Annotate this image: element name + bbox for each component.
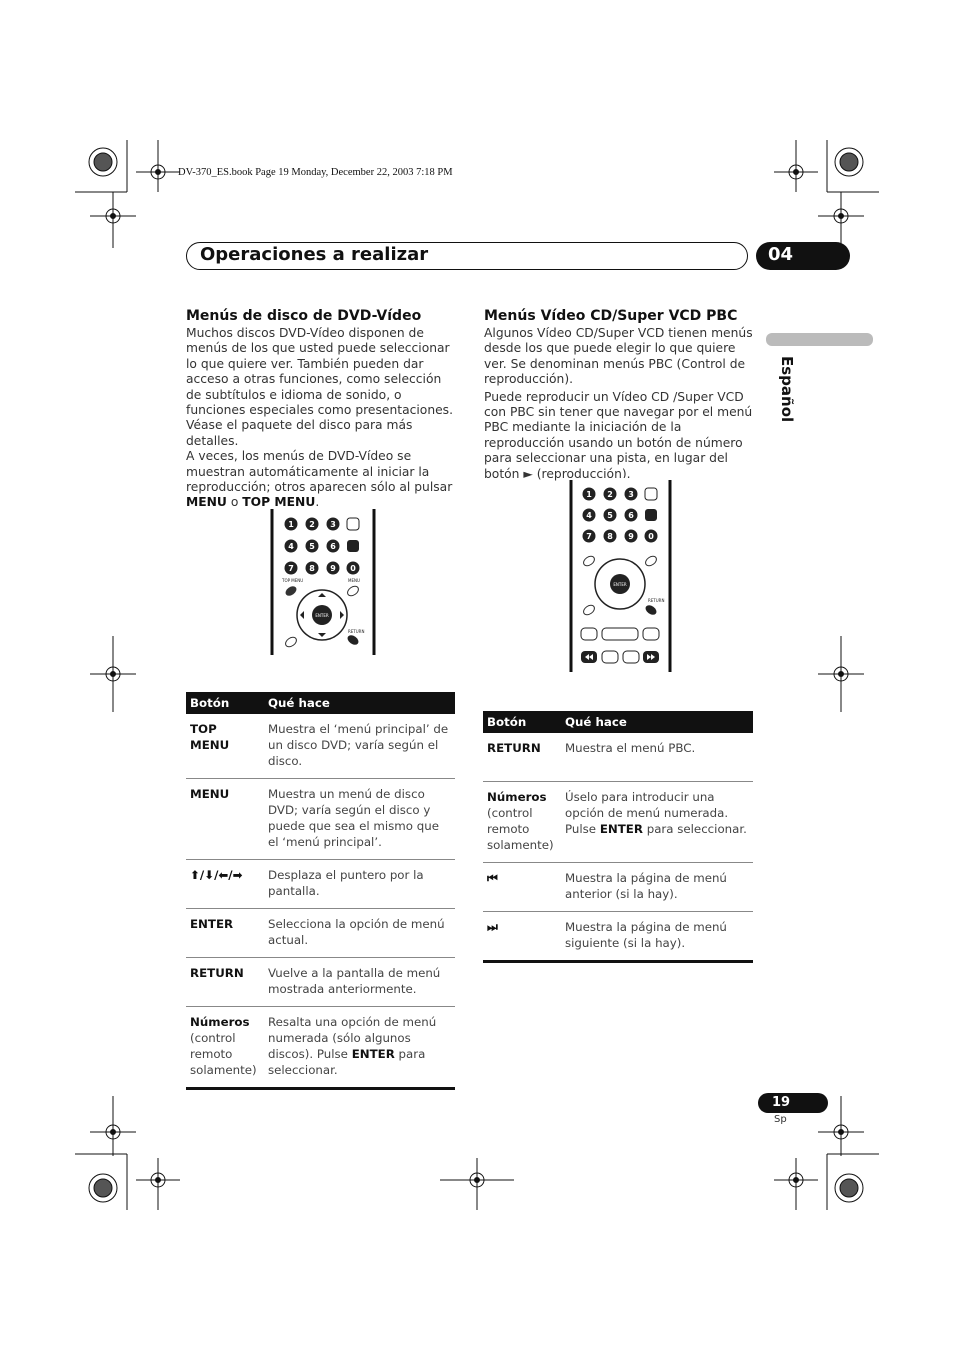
previous-icon: ⏮	[483, 863, 561, 912]
table-row: TOP MENU Muestra el ‘menú principal’ de un disco DVD; varía según el disco.	[186, 714, 455, 779]
right-column	[484, 308, 760, 482]
top-menu-label: TOP MENU	[282, 578, 304, 583]
left-button-table	[186, 692, 455, 1090]
digit-7-label: 7	[288, 564, 294, 573]
table-row: RETURN Muestra el menú PBC.	[483, 733, 753, 782]
section-title: Operaciones a realizar	[200, 244, 429, 265]
table-row: RETURN Vuelve a la pantalla de menú mostrada anteriormente.	[186, 958, 455, 1007]
table-row: ⏮ Muestra la página de menú anterior (si la hay).	[483, 863, 753, 912]
digit-2-label: 2	[309, 520, 315, 529]
table-row: Números (control remoto solamente) Úselo para introducir una opción de menú numerada. Pulse ENTER para seleccionar.	[483, 782, 753, 863]
right-button-table	[483, 711, 753, 963]
digit-3-label: 3	[628, 490, 634, 499]
return-label: RETURN	[348, 629, 365, 634]
digit-1-label: 1	[288, 520, 294, 529]
table-row: ENTER Selecciona la opción de menú actual.	[186, 909, 455, 958]
right-para-2: Puede reproducir un Vídeo CD /Super VCD con PBC sin tener que navegar por el menú PBC mediante la iniciación de la reproducción usando un botón de número para seleccionar una pista, en lugar del botón ► (reproducción).	[484, 389, 753, 481]
left-para-1: Muchos discos DVD-Vídeo disponen de menús de los que usted puede seleccionar lo que quiere ver. También pueden dar acceso a otras funciones, como selección de subtítulos e idioma de sonido, o funciones especiales como presentaciones. Véase el paquete del disco para más detalles.	[186, 326, 453, 448]
page-suffix: Sp	[774, 1114, 787, 1125]
table-row: ⬆/⬇/⬅/➡ Desplaza el puntero por la pantalla.	[186, 860, 455, 909]
digit-0-label: 0	[648, 532, 654, 541]
table-header-function: Qué hace	[561, 711, 753, 733]
digit-7-label: 7	[586, 532, 592, 541]
right-para-1: Algunos Vídeo CD/Super VCD tienen menús desde los que puede elegir lo que quiere ver. Se denominan menús PBC (Control de reproducción).	[484, 326, 753, 387]
table-header-button: Botón	[483, 711, 561, 733]
digit-5-label: 5	[309, 542, 315, 551]
enter-label: ENTER	[613, 582, 627, 587]
digit-9-label: 9	[330, 564, 336, 573]
left-column	[186, 308, 458, 511]
chapter-number: 04	[768, 244, 794, 265]
digit-2-label: 2	[607, 490, 613, 499]
remote-illustration-vcd	[568, 478, 674, 674]
digit-8-label: 8	[607, 532, 613, 541]
book-info-line: DV-370_ES.book Page 19 Monday, December 22, 2003 7:18 PM	[178, 167, 453, 178]
digit-5-label: 5	[607, 511, 613, 520]
language-tab	[766, 333, 873, 346]
left-heading: Menús de disco de DVD-Vídeo	[186, 308, 422, 324]
remote-illustration-dvd	[268, 507, 378, 657]
digit-8-label: 8	[309, 564, 315, 573]
digit-1-label: 1	[586, 490, 592, 499]
left-para-2: A veces, los menús de DVD-Vídeo se muestran automáticamente al iniciar la reproducción; otros aparecen sólo al pulsar MENU o TOP MENU.	[186, 449, 453, 510]
digit-6-label: 6	[330, 542, 336, 551]
table-row: Números (control remoto solamente) Resalta una opción de menú numerada (sólo algunos discos). Pulse ENTER para seleccionar.	[186, 1007, 455, 1089]
digit-9-label: 9	[628, 532, 634, 541]
next-icon: ⏭	[483, 912, 561, 962]
page-number-badge	[758, 1093, 828, 1113]
page-number: 19	[772, 1095, 791, 1110]
table-row: ⏭ Muestra la página de menú siguiente (si la hay).	[483, 912, 753, 962]
digit-6-label: 6	[628, 511, 634, 520]
language-label: Español	[778, 356, 796, 423]
menu-label: MENU	[348, 578, 360, 583]
table-row: MENU Muestra un menú de disco DVD; varía según el disco y puede que sea el mismo que el ‘menú principal’.	[186, 779, 455, 860]
digit-3-label: 3	[330, 520, 336, 529]
digit-4-label: 4	[586, 511, 592, 520]
digit-0-label: 0	[350, 564, 356, 573]
enter-label: ENTER	[315, 613, 329, 618]
table-header-function: Qué hace	[264, 692, 455, 714]
table-header-button: Botón	[186, 692, 264, 714]
return-label: RETURN	[648, 598, 665, 603]
digit-4-label: 4	[288, 542, 294, 551]
right-heading: Menús Vídeo CD/Super VCD PBC	[484, 308, 738, 324]
